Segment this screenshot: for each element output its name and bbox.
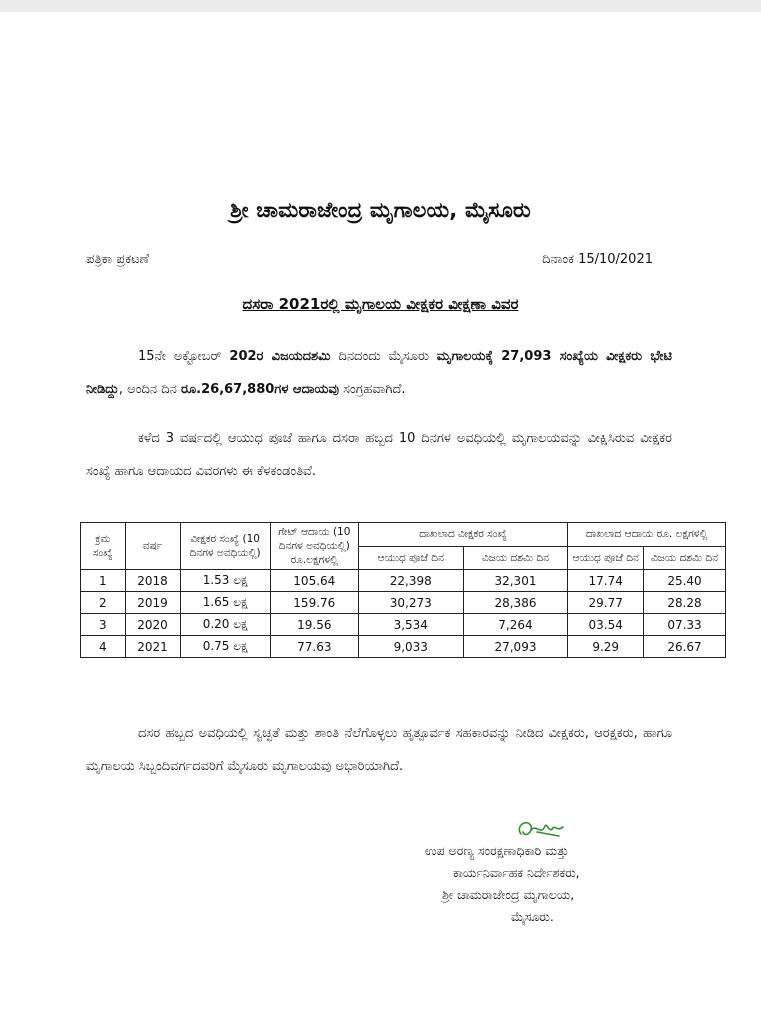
cell-visitors: 0.75 ಲಕ್ಷ: [180, 636, 270, 658]
cell-sl: 1: [81, 570, 126, 592]
document-title: ಶ್ರೀ ಚಾಮರಾಜೇಂದ್ರ ಮೃಗಾಲಯ, ಮೈಸೂರು: [230, 198, 531, 222]
header-sl-no: ಕ್ರಮ ಸಂಖ್ಯೆ: [81, 523, 126, 570]
cell-vd-visitors: 7,264: [463, 614, 568, 636]
signatory-block: [425, 840, 665, 928]
cell-year: 2019: [125, 592, 180, 614]
cell-sl: 4: [81, 636, 126, 658]
document-subtitle: ದಸರಾ 2021ರಲ್ಲಿ ಮೃಗಾಲಯ ವೀಕ್ಷಕರ ವೀಕ್ಷಣಾ ವಿವರ: [242, 295, 519, 313]
cell-visitors: 1.53 ಲಕ್ಷ: [180, 570, 270, 592]
paragraph-visitors-summary: [86, 340, 672, 406]
header-vd-income: ವಿಜಯ ದಶಮಿ ದಿನ: [644, 546, 726, 570]
signatory-designation: ಉಪ ಅರಣ್ಯ ಸಂರಕ್ಷಣಾಧಿಕಾರಿ ಮತ್ತು: [425, 843, 569, 858]
cell-vd-income: 28.28: [644, 592, 726, 614]
table-row: [81, 570, 726, 592]
cell-gate: 159.76: [270, 592, 358, 614]
header-year: ವರ್ಷ: [125, 523, 180, 570]
cell-gate: 105.64: [270, 570, 358, 592]
cell-vd-income: 25.40: [644, 570, 726, 592]
cell-vd-income: 07.33: [644, 614, 726, 636]
p1-text-7: ಸಂಗ್ರಹವಾಗಿದೆ.: [339, 382, 406, 397]
cell-sl: 3: [81, 614, 126, 636]
p3-text: ದಸರ ಹಬ್ಬದ ಅವಧಿಯಲ್ಲಿ ಸ್ವಚ್ಛತೆ ಮತ್ತು ಶಾಂತಿ ನೆಲೆಗೊಳ್ಳಲು ಹೃತ್ಪೂರ್ವಕ ಸಹಕಾರವನ್ನು ನೀಡಿದ ವೀಕ್ಷಕರು, ಆರಕ್ಷಕರು, ಹಾಗೂ ಮೃಗಾಲಯ ಸಿಬ್ಬಂದಿವರ್ಗದವರಿಗೆ ಮೈಸೂರು ಮೃಗಾಲಯವು ಅಭಾರಿಯಾಗಿದೆ.: [86, 726, 672, 774]
cell-ap-visitors: 9,033: [358, 636, 463, 658]
cell-gate: 19.56: [270, 614, 358, 636]
table-row: [81, 592, 726, 614]
p2-text: ಕಳೆದ 3 ವರ್ಷದಲ್ಲಿ ಆಯುಧ ಪೂಜೆ ಹಾಗೂ ದಸರಾ ಹಬ್ಬದ 10 ದಿನಗಳ ಅವಧಿಯಲ್ಲಿ ಮೃಗಾಲಯವನ್ನು ವೀಕ್ಷಿಸಿರುವ ವೀಕ್ಷಕರ ಸಂಖ್ಯೆ ಹಾಗೂ ಆದಾಯದ ವಿವರಗಳು ಈ ಕೆಳಕಂಡಂತಿವೆ.: [86, 431, 672, 479]
p1-text-3: ದಿನದಂದು ಮೈಸೂರು: [330, 349, 437, 364]
cell-ap-visitors: 3,534: [358, 614, 463, 636]
paragraph-acknowledgement: [86, 717, 672, 783]
header-recorded-visitors: ದಾಖಲಾದ ವೀಕ್ಷಕರ ಸಂಖ್ಯೆ: [358, 523, 567, 547]
press-release-label: ಪತ್ರಿಕಾ ಪ್ರಕಟಣೆ: [86, 252, 150, 267]
header-ap-visitors: ಆಯುಧ ಪೂಜೆ ದಿನ: [358, 546, 463, 570]
cell-vd-visitors: 27,093: [463, 636, 568, 658]
cell-visitors: 1.65 ಲಕ್ಷ: [180, 592, 270, 614]
cell-year: 2018: [125, 570, 180, 592]
header-gate-income: ಗೇಟ್ ಆದಾಯ (10 ದಿನಗಳ ಅವಧಿಯಲ್ಲಿ) ರೂ.ಲಕ್ಷಗಳಲ್ಲಿ: [270, 523, 358, 570]
paragraph-three-year-intro: [86, 422, 672, 488]
header-ap-income: ಆಯುಧ ಪೂಜೆ ದಿನ: [568, 546, 644, 570]
cell-ap-income: 9.29: [568, 636, 644, 658]
table-row: [81, 614, 726, 636]
cell-gate: 77.63: [270, 636, 358, 658]
date-label: ದಿನಾಂಕ 15/10/2021: [542, 252, 653, 267]
cell-year: 2020: [125, 614, 180, 636]
header-visitors: ವೀಕ್ಷಕರ ಸಂಖ್ಯೆ (10 ದಿನಗಳ ಅವಧಿಯಲ್ಲಿ): [180, 523, 270, 570]
signatory-city: ಮೈಸೂರು.: [511, 909, 554, 924]
p1-text-6: ರೂ.26,67,880ಗಳ ಆದಾಯವು: [181, 382, 340, 397]
cell-vd-visitors: 32,301: [463, 570, 568, 592]
cell-ap-income: 29.77: [568, 592, 644, 614]
top-margin-bar: [0, 0, 761, 12]
cell-year: 2021: [125, 636, 180, 658]
cell-sl: 2: [81, 592, 126, 614]
visitors-income-table: [80, 522, 726, 658]
p1-text-4: ಮೃಗಾಲಯಕ್ಕೆ 27,093 ಸಂಖ್ಯೆಯ ವೀಕ್ಷಕರು ಭೇಟಿ ನೀಡಿದ್ದು: [86, 349, 672, 397]
cell-vd-income: 26.67: [644, 636, 726, 658]
p1-text-1: 15ನೇ ಅಕ್ಟೋಬರ್: [138, 349, 230, 364]
header-vd-visitors: ವಿಜಯ ದಶಮಿ ದಿನ: [463, 546, 568, 570]
signatory-role: ಕಾರ್ಯನಿರ್ವಾಹಕ ನಿರ್ದೇಶಕರು,: [453, 865, 580, 880]
signatory-organisation: ಶ್ರೀ ಚಾಮರಾಜೇಂದ್ರ ಮೃಗಾಲಯ,: [442, 887, 575, 902]
cell-ap-income: 17.74: [568, 570, 644, 592]
cell-ap-visitors: 22,398: [358, 570, 463, 592]
header-recorded-income: ದಾಖಲಾದ ಆದಾಯ ರೂ. ಲಕ್ಷಗಳಲ್ಲಿ: [568, 523, 726, 547]
cell-visitors: 0.20 ಲಕ್ಷ: [180, 614, 270, 636]
cell-ap-visitors: 30,273: [358, 592, 463, 614]
cell-ap-income: 03.54: [568, 614, 644, 636]
p1-text-2: 202ರ ವಿಜಯದಶಮಿ: [229, 349, 331, 364]
cell-vd-visitors: 28,386: [463, 592, 568, 614]
p1-text-5: , ಅಂದಿನ ದಿನ: [118, 382, 181, 397]
table-row: [81, 636, 726, 658]
